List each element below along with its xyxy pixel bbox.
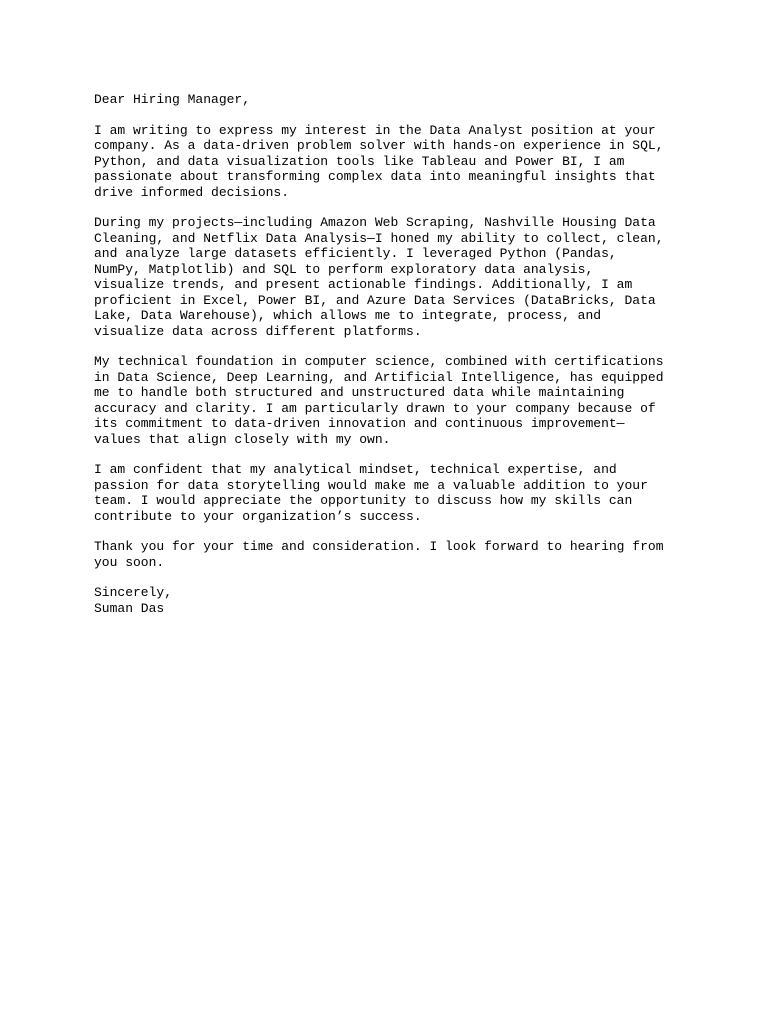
letter-closing	[94, 585, 684, 616]
text-line: passion for data storytelling would make me a valuable addition to your	[94, 477, 648, 493]
paragraph-intro	[94, 123, 684, 201]
text-line: and analyze large datasets efficiently. I leveraged Python (Pandas,	[94, 246, 617, 261]
text-line: me to handle both structured and unstructured data while maintaining	[94, 385, 625, 400]
text-line: passionate about transforming complex data into meaningful insights that	[94, 169, 656, 184]
text-line: in Data Science, Deep Learning, and Artificial Intelligence, has equipped	[94, 369, 664, 385]
text-line: Python, and data visualization tools like Tableau and Power BI, I am	[94, 153, 625, 169]
text-line: company. As a data-driven problem solver with hands-on experience in SQL,	[94, 138, 664, 153]
closing-line: Sincerely,	[94, 585, 173, 600]
paragraph-projects	[94, 215, 684, 339]
text-line: I am confident that my analytical mindset, technical expertise, and	[94, 462, 617, 477]
text-line: drive informed decisions.	[94, 184, 290, 200]
greeting-line: Dear Hiring Manager,	[94, 92, 251, 107]
letter-greeting	[94, 92, 684, 108]
paragraph-thanks	[94, 539, 684, 570]
text-line: you soon.	[94, 554, 165, 570]
text-line: Cleaning, and Netflix Data Analysis—I honed my ability to collect, clean,	[94, 230, 664, 246]
text-line: team. I would appreciate the opportunity to discuss how my skills can	[94, 493, 633, 508]
text-line: I am writing to express my interest in the Data Analyst position at your	[94, 122, 656, 138]
text-line: contribute to your organization’s success.	[94, 508, 422, 524]
text-line: visualize data across different platforms.	[94, 323, 422, 339]
text-line: My technical foundation in computer science, combined with certifications	[94, 354, 664, 369]
text-line: accuracy and clarity. I am particularly drawn to your company because of	[94, 400, 656, 416]
cover-letter	[94, 92, 684, 616]
text-line: NumPy, Matplotlib) and SQL to perform exploratory data analysis,	[94, 261, 594, 277]
signature-line: Suman Das	[94, 600, 165, 616]
text-line: its commitment to data-driven innovation and continuous improvement—	[94, 416, 625, 431]
text-line: proficient in Excel, Power BI, and Azure Data Services (DataBricks, Data	[94, 292, 656, 308]
text-line: During my projects—including Amazon Web Scraping, Nashville Housing Data	[94, 215, 656, 230]
text-line: visualize trends, and present actionable findings. Additionally, I am	[94, 277, 633, 292]
text-line: Lake, Data Warehouse), which allows me to integrate, process, and	[94, 308, 602, 323]
paragraph-confidence	[94, 462, 684, 524]
text-line: Thank you for your time and consideration. I look forward to hearing from	[94, 539, 664, 554]
text-line: values that align closely with my own.	[94, 431, 391, 447]
paragraph-foundation	[94, 354, 684, 447]
